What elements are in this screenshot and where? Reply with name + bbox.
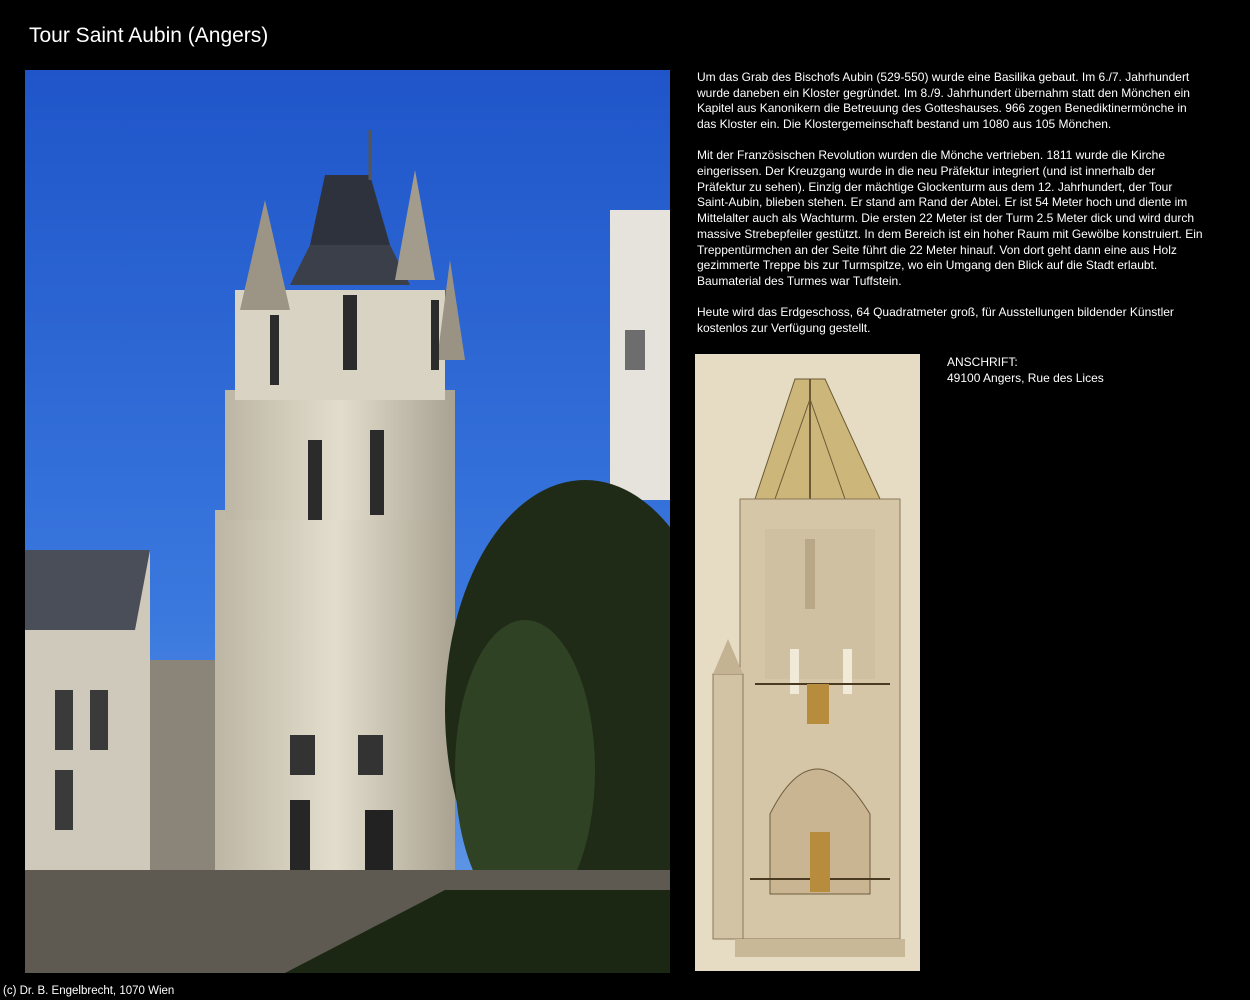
article-paragraph-1: Um das Grab des Bischofs Aubin (529-550) wurde eine Basilika gebaut. Im 6./7. Jahrhundert wurde daneben ein Kloster gegründet. Im 8./9. Jahrhundert übernahm statt den Mönchen ein Kapitel aus Kanonikern die Betreuung des Gotteshauses. 966 zogen Benediktinermönche in das Kloster ein. Die Klostergemeinschaft bestand um 1080 aus 105 Mönchen. <box>697 70 1190 132</box>
tower-cross-section-illustration <box>695 354 920 971</box>
article-paragraph-3: Heute wird das Erdgeschoss, 64 Quadratmeter groß, für Ausstellungen bildender Künstler kostenlos zur Verfügung gestellt. <box>697 305 1174 335</box>
copyright-footer: (c) Dr. B. Engelbrecht, 1070 Wien <box>3 985 175 997</box>
page-title: Tour Saint Aubin (Angers) <box>29 24 269 47</box>
address-value: 49100 Angers, Rue des Lices <box>947 370 1104 385</box>
article-text <box>697 70 1207 352</box>
tower-photo <box>25 70 670 973</box>
address-block <box>947 355 1104 386</box>
address-label: ANSCHRIFT: <box>947 355 1018 369</box>
tower-cross-section-drawing <box>695 354 920 971</box>
article-paragraph-2: Mit der Französischen Revolution wurden die Mönche vertrieben. 1811 wurde die Kirche eingerissen. Der Kreuzgang wurde in die neu Präfektur integriert (und ist innerhalb der Präfektur zu sehen). Einzig der mächtige Glockenturm aus dem 12. Jahrhundert, der Tour Saint-Aubin, blieben stehen. Er stand am Rand der Abtei. Er ist 54 Meter hoch und diente im Mittelalter auch als Wachturm. Die ersten 22 Meter ist der Turm 2.5 Meter dick und wird durch massive Strebepfeiler gestützt. In dem Bereich ist ein hoher Raum mit Gewölbe konstruiert. Ein Treppentürmchen an der Seite führt die 22 Meter hinauf. Von dort geht dann eine aus Holz gezimmerte Treppe bis zur Turmspitze, wo ein Umgang den Blick auf die Stadt erlaubt. Baumaterial des Turmes war Tuffstein. <box>697 148 1203 288</box>
tower-photo-illustration <box>25 70 670 973</box>
